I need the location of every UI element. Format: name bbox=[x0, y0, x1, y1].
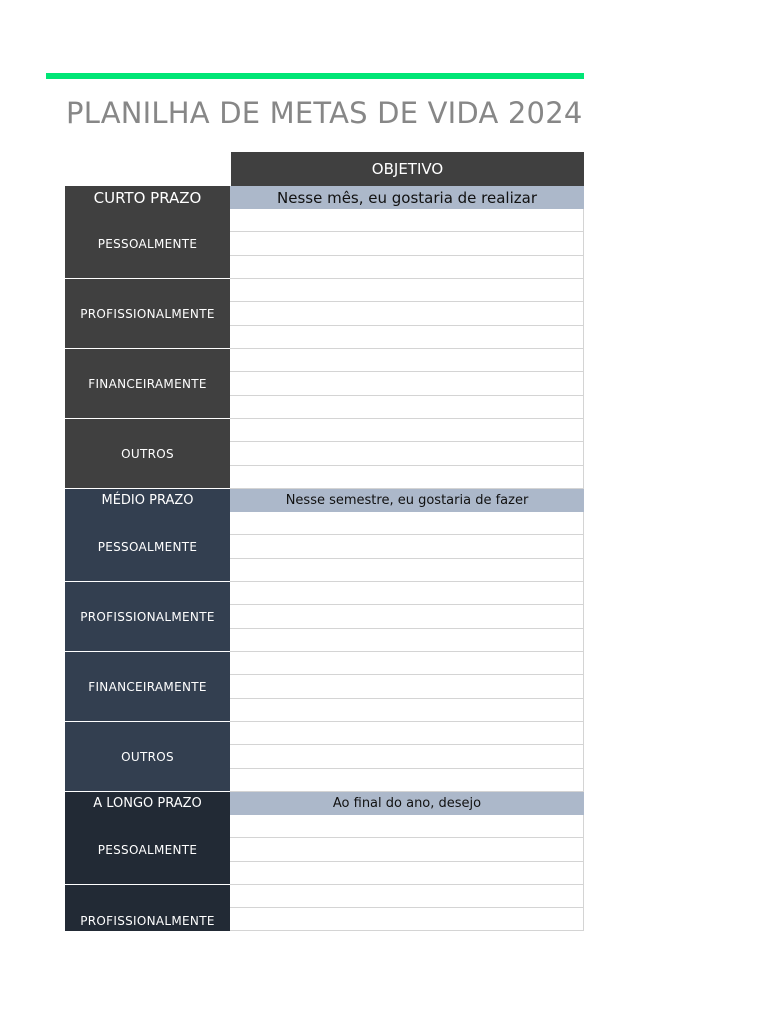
goal-cell[interactable] bbox=[230, 885, 584, 908]
section-label: CURTO PRAZO bbox=[65, 186, 230, 209]
section-header-long-term bbox=[65, 792, 584, 815]
category-label: PESSOALMENTE bbox=[65, 209, 230, 279]
category-label: OUTROS bbox=[65, 722, 230, 792]
goal-cell[interactable] bbox=[230, 372, 584, 395]
goal-cell[interactable] bbox=[230, 675, 584, 698]
goal-cell[interactable] bbox=[230, 396, 584, 419]
goal-cell[interactable] bbox=[230, 466, 584, 489]
category-label: PROFISSIONALMENTE bbox=[65, 279, 230, 349]
goal-group-financial bbox=[65, 349, 584, 419]
goal-cell[interactable] bbox=[230, 326, 584, 349]
goal-cell[interactable] bbox=[230, 419, 584, 442]
goal-cell[interactable] bbox=[230, 349, 584, 372]
goal-cell[interactable] bbox=[230, 279, 584, 302]
section-subtitle: Nesse semestre, eu gostaria de fazer bbox=[230, 489, 584, 512]
objective-header: OBJETIVO bbox=[231, 152, 584, 186]
category-label: PESSOALMENTE bbox=[65, 512, 230, 582]
goal-cell[interactable] bbox=[230, 302, 584, 325]
goal-cell[interactable] bbox=[230, 862, 584, 885]
goal-cell[interactable] bbox=[230, 256, 584, 279]
category-label: FINANCEIRAMENTE bbox=[65, 652, 230, 722]
goal-cell[interactable] bbox=[230, 629, 584, 652]
page-title: PLANILHA DE METAS DE VIDA 2024 bbox=[66, 96, 583, 130]
section-subtitle: Nesse mês, eu gostaria de realizar bbox=[230, 186, 584, 209]
goal-cell[interactable] bbox=[230, 512, 584, 535]
goal-group-financial bbox=[65, 652, 584, 722]
goal-cell[interactable] bbox=[230, 908, 584, 931]
goal-cell[interactable] bbox=[230, 535, 584, 558]
goal-cell[interactable] bbox=[230, 209, 584, 232]
section-header-short-term bbox=[65, 186, 584, 209]
section-label: MÉDIO PRAZO bbox=[65, 489, 230, 512]
goal-group-other bbox=[65, 419, 584, 489]
goal-cell[interactable] bbox=[230, 559, 584, 582]
goal-cell[interactable] bbox=[230, 745, 584, 768]
goal-cell[interactable] bbox=[230, 815, 584, 838]
goal-cell[interactable] bbox=[230, 699, 584, 722]
section-header-medium-term bbox=[65, 489, 584, 512]
goal-cell[interactable] bbox=[230, 652, 584, 675]
goal-group-personal bbox=[65, 815, 584, 885]
goal-group-personal bbox=[65, 209, 584, 279]
category-label: PROFISSIONALMENTE bbox=[65, 582, 230, 652]
goal-group-professional bbox=[65, 885, 584, 931]
section-subtitle: Ao final do ano, desejo bbox=[230, 792, 584, 815]
goal-group-professional bbox=[65, 279, 584, 349]
goal-cell[interactable] bbox=[230, 605, 584, 628]
goal-cell[interactable] bbox=[230, 582, 584, 605]
goal-cell[interactable] bbox=[230, 442, 584, 465]
accent-bar bbox=[46, 73, 584, 79]
section-label: A LONGO PRAZO bbox=[65, 792, 230, 815]
category-label: PROFISSIONALMENTE bbox=[65, 885, 230, 931]
category-label: OUTROS bbox=[65, 419, 230, 489]
goal-cell[interactable] bbox=[230, 722, 584, 745]
goal-group-professional bbox=[65, 582, 584, 652]
category-label: PESSOALMENTE bbox=[65, 815, 230, 885]
goal-cell[interactable] bbox=[230, 769, 584, 792]
goal-cell[interactable] bbox=[230, 838, 584, 861]
goal-group-other bbox=[65, 722, 584, 792]
goal-cell[interactable] bbox=[230, 232, 584, 255]
category-label: FINANCEIRAMENTE bbox=[65, 349, 230, 419]
goal-group-personal bbox=[65, 512, 584, 582]
